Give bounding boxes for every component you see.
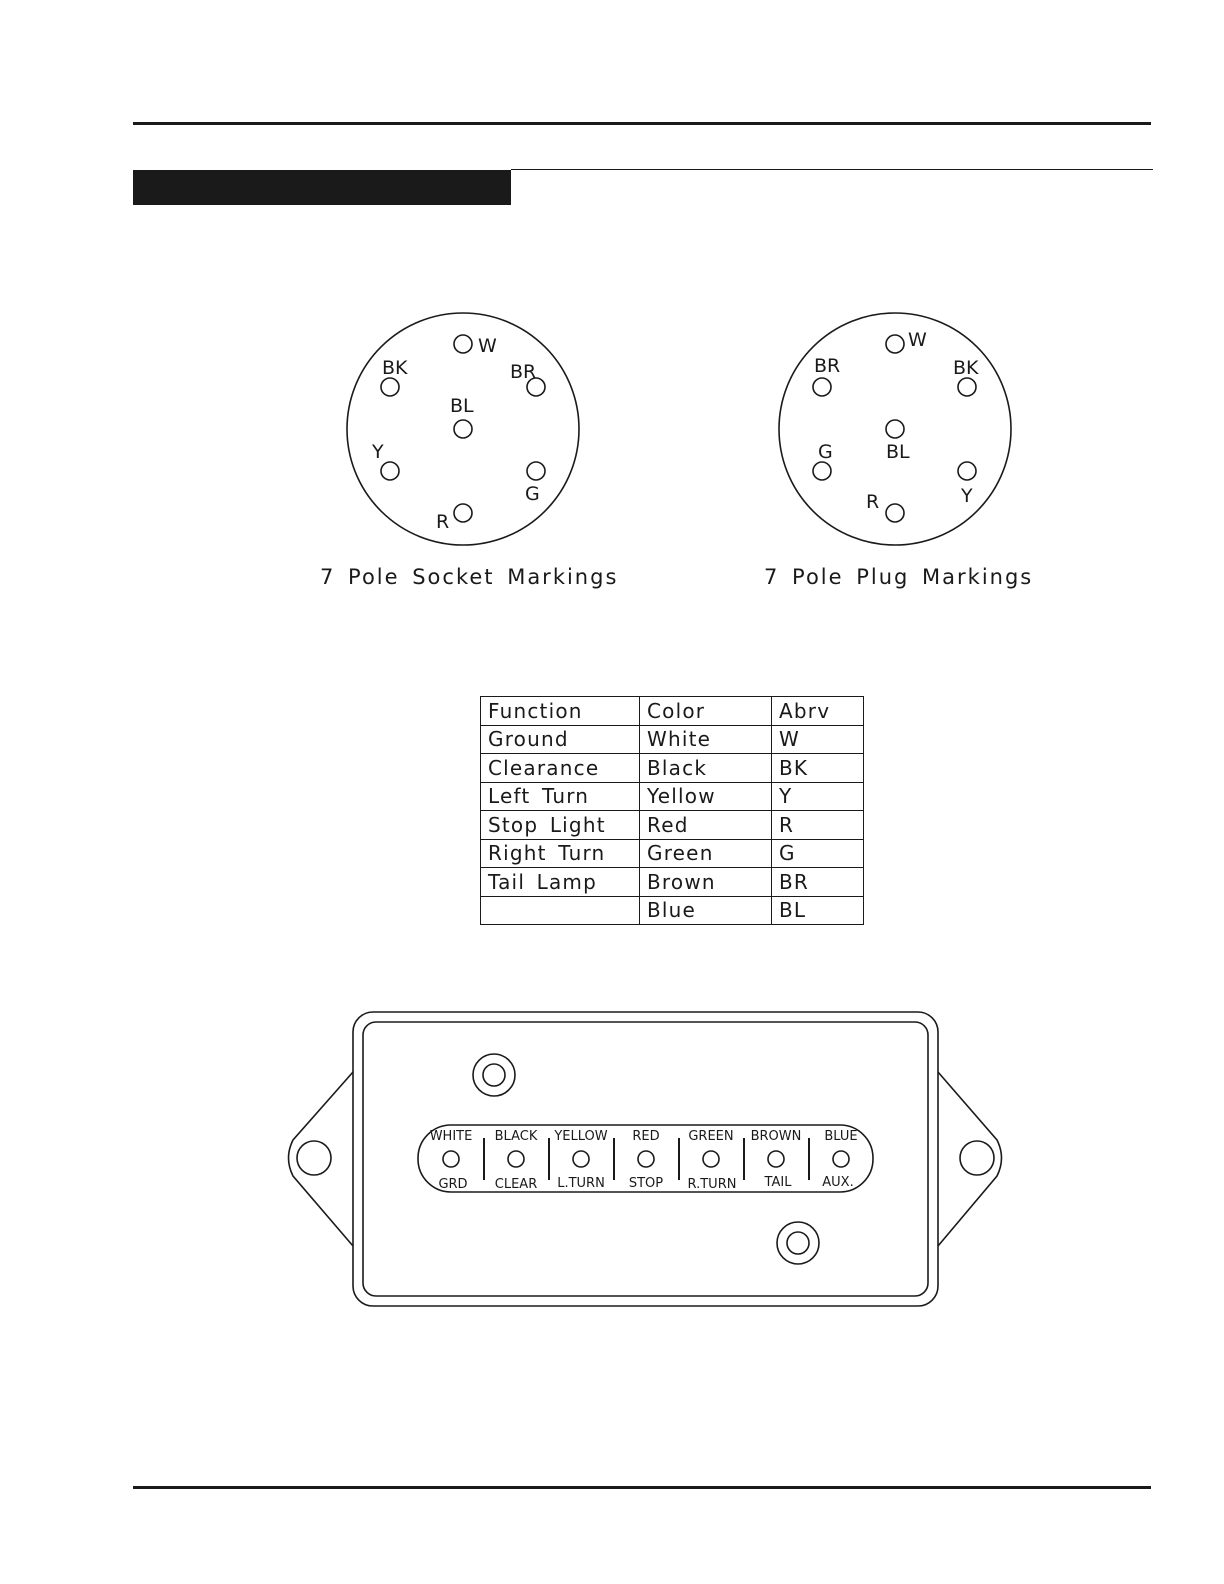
header-color: Color: [640, 697, 772, 726]
table-row: [481, 811, 864, 840]
bottom-rule: [133, 1486, 1151, 1489]
terminal-function-label: R.TURN: [687, 1177, 737, 1192]
table-row: [481, 896, 864, 925]
cell-function: Right Turn: [481, 839, 640, 868]
cell-abrv: BK: [772, 754, 864, 783]
wiring-table: [480, 696, 864, 925]
plug-label-bk: BK: [953, 357, 979, 379]
table-header-row: [481, 697, 864, 726]
terminal-color-label: BROWN: [750, 1129, 802, 1144]
plug-pin-bk: [958, 378, 976, 396]
terminal-color-label: BLACK: [494, 1129, 538, 1144]
terminal-function-label: GRD: [438, 1177, 468, 1192]
terminal-color-label: RED: [632, 1129, 660, 1144]
terminal-hole: [638, 1151, 654, 1167]
terminal-function-label: STOP: [628, 1176, 664, 1191]
plug-label-r: R: [866, 491, 880, 513]
socket-pin-bl: [454, 420, 472, 438]
socket-label-y: Y: [372, 441, 384, 463]
left-mounting-tab: [289, 1072, 354, 1246]
cell-function: Clearance: [481, 754, 640, 783]
cell-abrv: R: [772, 811, 864, 840]
socket-label-br: BR: [510, 361, 537, 383]
plug-outline: [779, 313, 1011, 545]
plug-label-bl: BL: [886, 441, 910, 463]
table-row: [481, 725, 864, 754]
terminal-color-label: GREEN: [688, 1129, 734, 1144]
socket-caption: 7 Pole Socket Markings: [320, 565, 619, 589]
socket-outline: [347, 313, 579, 545]
left-mount-hole: [297, 1141, 331, 1175]
terminal-hole: [703, 1151, 719, 1167]
cell-abrv: Y: [772, 782, 864, 811]
plug-pin-br: [813, 378, 831, 396]
table-row: [481, 782, 864, 811]
header-function: Function: [481, 697, 640, 726]
cell-abrv: W: [772, 725, 864, 754]
cell-function: Stop Light: [481, 811, 640, 840]
plug-label-y: Y: [961, 485, 973, 507]
cell-color: Black: [640, 754, 772, 783]
plug-pin-g: [813, 462, 831, 480]
screw-bottom-inner: [787, 1232, 809, 1254]
terminal-function-label: TAIL: [764, 1175, 792, 1190]
terminal-color-label: WHITE: [429, 1129, 473, 1144]
table-row: [481, 754, 864, 783]
plug-caption: 7 Pole Plug Markings: [764, 565, 1034, 589]
socket-pin-g: [527, 462, 545, 480]
cell-color: Green: [640, 839, 772, 868]
socket-pin-w: [454, 335, 472, 353]
terminal-function-label: L.TURN: [557, 1176, 605, 1191]
table-row: [481, 868, 864, 897]
cell-abrv: BR: [772, 868, 864, 897]
cell-color: Brown: [640, 868, 772, 897]
terminal-hole: [768, 1151, 784, 1167]
plug-pin-y: [958, 462, 976, 480]
socket-label-bk: BK: [382, 357, 408, 379]
plug-label-br: BR: [814, 355, 841, 377]
cell-function: Ground: [481, 725, 640, 754]
cell-color: Blue: [640, 896, 772, 925]
socket-pin-y: [381, 462, 399, 480]
cell-function: Tail Lamp: [481, 868, 640, 897]
terminal-hole: [443, 1151, 459, 1167]
socket-label-g: G: [525, 483, 540, 505]
socket-label-r: R: [436, 511, 450, 533]
cell-color: White: [640, 725, 772, 754]
plug-pin-r: [886, 504, 904, 522]
plug-label-w: W: [908, 329, 927, 351]
socket-pin-bk: [381, 378, 399, 396]
terminal-function-label: CLEAR: [494, 1177, 538, 1192]
right-mount-hole: [960, 1141, 994, 1175]
cell-function: [481, 896, 640, 925]
socket-pin-r: [454, 504, 472, 522]
terminal-color-label: BLUE: [824, 1129, 858, 1144]
socket-label-bl: BL: [450, 395, 474, 417]
header-abrv: Abrv: [772, 697, 864, 726]
cell-color: Yellow: [640, 782, 772, 811]
junction-box: [289, 1012, 1002, 1306]
terminal-function-label: AUX.: [822, 1175, 854, 1190]
table-row: [481, 839, 864, 868]
screw-top-outer: [473, 1054, 515, 1096]
cell-abrv: G: [772, 839, 864, 868]
terminal-hole: [573, 1151, 589, 1167]
terminal-color-label: YELLOW: [554, 1129, 608, 1144]
cell-color: Red: [640, 811, 772, 840]
box-inner: [363, 1022, 928, 1296]
right-mounting-tab: [938, 1072, 1002, 1246]
plug-label-g: G: [818, 441, 833, 463]
screw-top-inner: [483, 1064, 505, 1086]
plug-pin-w: [886, 335, 904, 353]
socket-label-w: W: [478, 335, 497, 357]
cell-function: Left Turn: [481, 782, 640, 811]
box-outer: [353, 1012, 938, 1306]
plug-pin-bl: [886, 420, 904, 438]
terminal-hole: [833, 1151, 849, 1167]
terminal-hole: [508, 1151, 524, 1167]
cell-abrv: BL: [772, 896, 864, 925]
screw-bottom-outer: [777, 1222, 819, 1264]
